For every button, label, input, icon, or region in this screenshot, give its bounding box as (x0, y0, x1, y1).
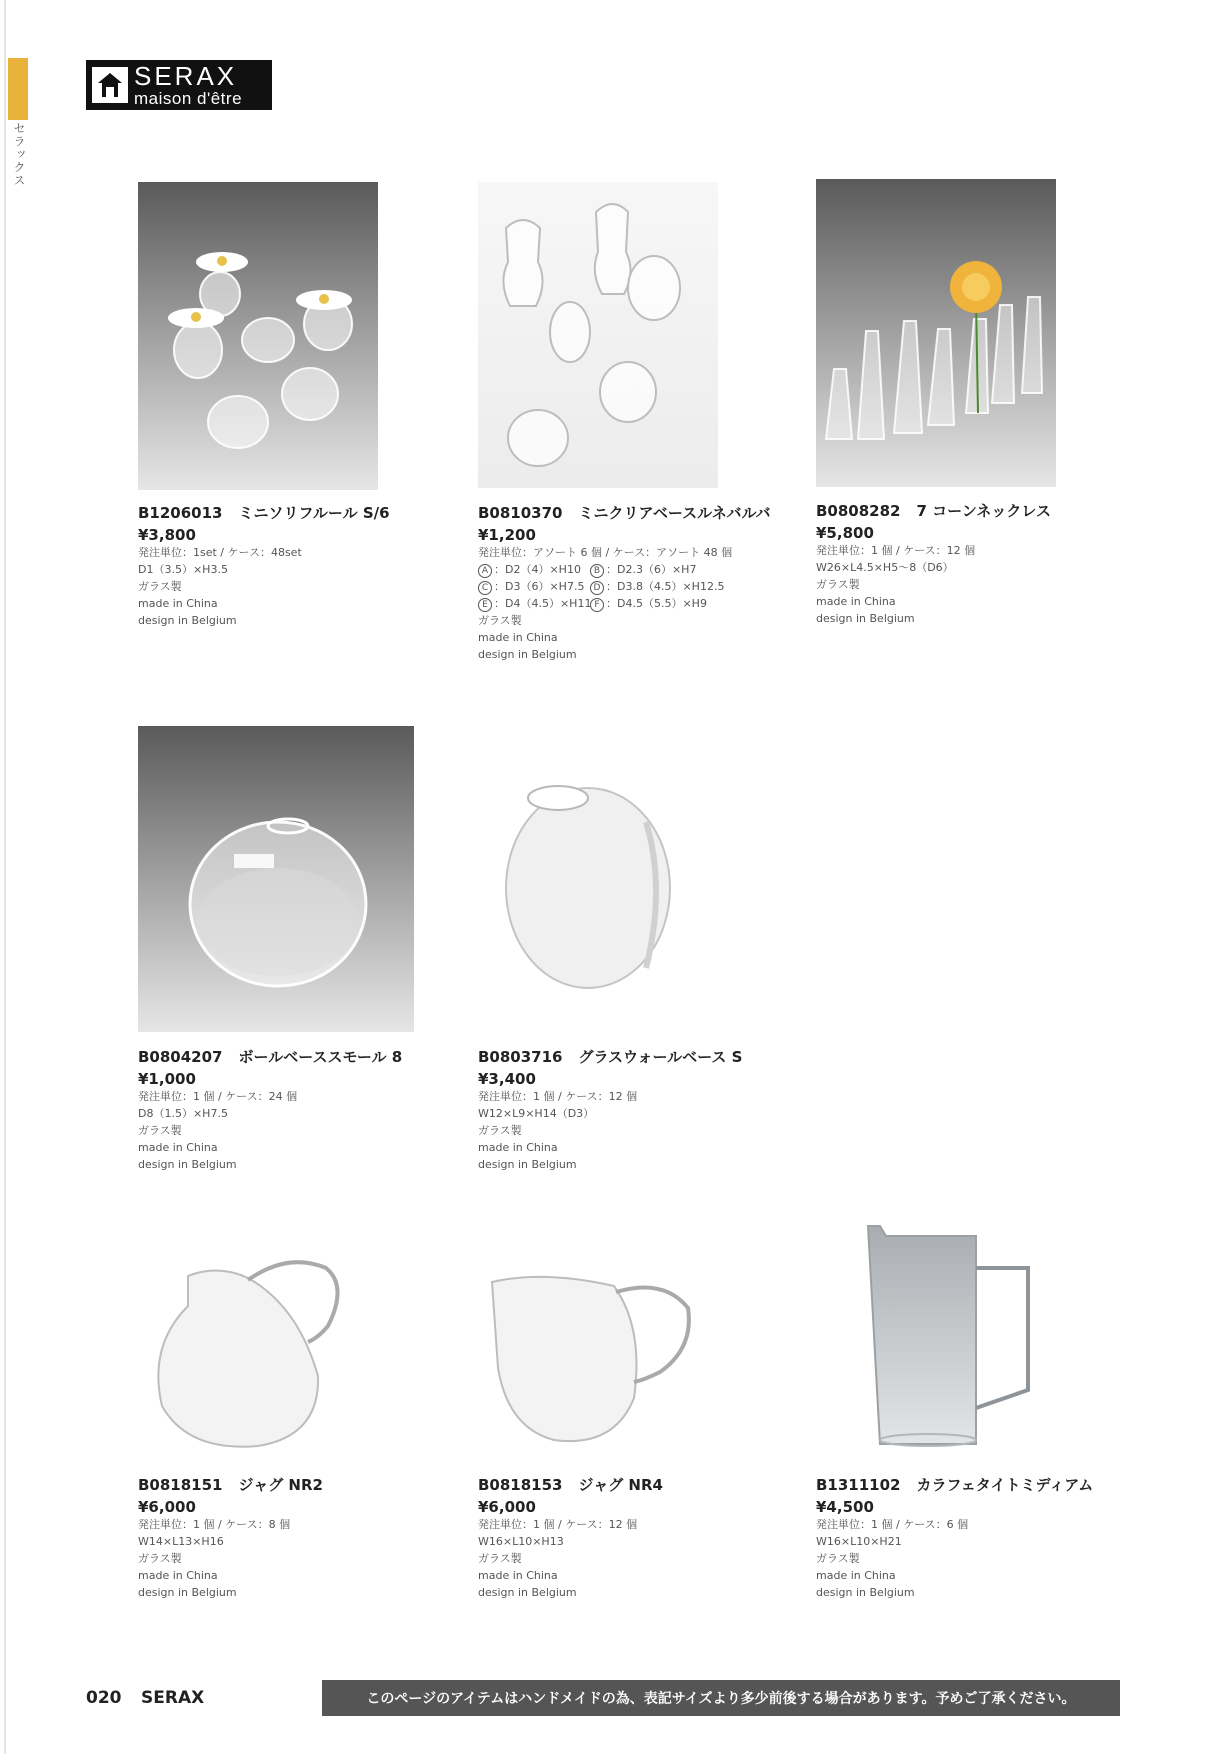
product-price: ¥6,000 (478, 1498, 536, 1516)
order-unit: 発注単位：アソート 6 個 / ケース：アソート 48 個 (478, 546, 733, 559)
product-name: ジャグ NR2 (238, 1476, 323, 1494)
product-title (138, 1046, 438, 1067)
product-design: design in Belgium (138, 1158, 237, 1171)
product-name: ジャグ NR4 (578, 1476, 663, 1494)
product-size: W12×L9×H14（D3） (478, 1107, 595, 1120)
product-name: カラフェタイトミディアム (916, 1476, 1094, 1494)
product-code: B0818153 (478, 1476, 563, 1494)
product-name: ミニソリフルール S/6 (238, 504, 390, 522)
product-code: B0803716 (478, 1048, 563, 1066)
product-price: ¥6,000 (138, 1498, 196, 1516)
handmade-notice-bar (322, 1680, 1120, 1716)
size-mark: A (478, 564, 492, 578)
product-photo-mini-soliflore (138, 182, 378, 490)
product-name: ミニクリアベースルネバルバ (578, 504, 771, 522)
product-title (478, 502, 778, 523)
product-material: ガラス製 (478, 614, 522, 627)
product-code: B0818151 (138, 1476, 223, 1494)
order-unit: 発注単位：1 個 / ケース：12 個 (478, 1518, 638, 1531)
product-size: W16×L10×H13 (478, 1535, 564, 1548)
size-mark: E (478, 598, 492, 612)
size-mark: F (590, 598, 604, 612)
product-size: W26×L4.5×H5～8（D6） (816, 561, 954, 574)
order-unit: 発注単位：1 個 / ケース：8 個 (138, 1518, 291, 1531)
product-info (478, 1474, 778, 1601)
product-info (138, 1046, 438, 1173)
product-info (816, 1474, 1116, 1601)
house-logo-icon (92, 67, 128, 103)
product-title (816, 1474, 1116, 1495)
product-design: design in Belgium (138, 614, 237, 627)
product-design: design in Belgium (816, 612, 915, 625)
order-unit: 発注単位：1 個 / ケース：12 個 (816, 544, 976, 557)
product-photo-jug-nr2 (148, 1246, 358, 1468)
product-title (478, 1474, 778, 1495)
product-title (138, 502, 438, 523)
product-material: ガラス製 (138, 1552, 182, 1565)
product-size: W14×L13×H16 (138, 1535, 224, 1548)
handmade-notice-text: このページのアイテムはハンドメイドの為、表記サイズより多少前後する場合があります。予めご了承ください。 (366, 1691, 1076, 1707)
size-mark: D (590, 581, 604, 595)
product-info (138, 502, 438, 629)
product-code: B0810370 (478, 504, 563, 522)
product-code: B0808282 (816, 502, 901, 520)
product-code: B1311102 (816, 1476, 901, 1494)
product-origin: made in China (138, 597, 218, 610)
order-unit: 発注単位：1set / ケース：48set (138, 546, 302, 559)
product-code: B0804207 (138, 1048, 223, 1066)
product-origin: made in China (138, 1141, 218, 1154)
logo-brand: SERAX (134, 61, 238, 91)
product-material: ガラス製 (478, 1552, 522, 1565)
product-info (478, 1046, 778, 1173)
product-code: B1206013 (138, 504, 223, 522)
page-number: 020 (86, 1688, 122, 1708)
product-origin: made in China (478, 1141, 558, 1154)
product-origin: made in China (478, 631, 558, 644)
product-info (816, 500, 1116, 627)
size-row (478, 578, 778, 595)
order-unit: 発注単位：1 個 / ケース：6 個 (816, 1518, 969, 1531)
page-edge-line (4, 0, 6, 1754)
product-photo-jug-nr4 (484, 1268, 704, 1458)
product-material: ガラス製 (138, 580, 182, 593)
side-index-label: セラックス (12, 122, 26, 187)
product-photo-carafe-tight-medium (862, 1222, 1038, 1452)
product-material: ガラス製 (478, 1124, 522, 1137)
size-value: ：D2.3（6）×H7 (606, 563, 697, 576)
product-price: ¥1,200 (478, 526, 536, 544)
product-design: design in Belgium (138, 1586, 237, 1599)
product-size: D1（3.5）×H3.5 (138, 563, 228, 576)
product-material: ガラス製 (816, 1552, 860, 1565)
size-value: ：D3（6）×H7.5 (494, 580, 585, 593)
size-value: ：D4.5（5.5）×H9 (606, 597, 707, 610)
product-title (478, 1046, 778, 1067)
product-info (138, 1474, 438, 1601)
product-info (478, 502, 778, 663)
size-mark: C (478, 581, 492, 595)
product-photo-cone-necklace (816, 179, 1056, 487)
product-material: ガラス製 (816, 578, 860, 591)
product-name: 7 コーンネックレス (916, 502, 1051, 520)
order-unit: 発注単位：1 個 / ケース：24 個 (138, 1090, 298, 1103)
product-design: design in Belgium (478, 1158, 577, 1171)
side-index-tab (8, 58, 28, 120)
logo-tagline: maison d'être (134, 89, 243, 108)
product-design: design in Belgium (478, 648, 577, 661)
product-title (138, 1474, 438, 1495)
product-design: design in Belgium (478, 1586, 577, 1599)
product-price: ¥3,800 (138, 526, 196, 544)
product-material: ガラス製 (138, 1124, 182, 1137)
product-photo-mini-clear-vase (478, 182, 718, 488)
order-unit: 発注単位：1 個 / ケース：12 個 (478, 1090, 638, 1103)
product-name: ボールベーススモール 8 (238, 1048, 403, 1066)
size-row (478, 561, 778, 578)
product-origin: made in China (138, 1569, 218, 1582)
product-size: D8（1.5）×H7.5 (138, 1107, 228, 1120)
product-photo-ball-vase (138, 726, 414, 1032)
product-size: W16×L10×H21 (816, 1535, 902, 1548)
size-value: ：D3.8（4.5）×H12.5 (606, 580, 725, 593)
product-name: グラスウォールベース S (578, 1048, 743, 1066)
size-row (478, 595, 778, 612)
serax-logo (86, 60, 272, 110)
product-price: ¥4,500 (816, 1498, 874, 1516)
product-origin: made in China (816, 595, 896, 608)
product-photo-glass-wall-vase (478, 762, 708, 1002)
size-value: ：D4（4.5）×H11 (494, 597, 592, 610)
footer-brand: SERAX (141, 1688, 205, 1708)
product-design: design in Belgium (816, 1586, 915, 1599)
product-origin: made in China (478, 1569, 558, 1582)
product-price: ¥3,400 (478, 1070, 536, 1088)
product-origin: made in China (816, 1569, 896, 1582)
product-title (816, 500, 1116, 521)
product-price: ¥1,000 (138, 1070, 196, 1088)
product-price: ¥5,800 (816, 524, 874, 542)
size-mark: B (590, 564, 604, 578)
size-value: ：D2（4）×H10 (494, 563, 581, 576)
